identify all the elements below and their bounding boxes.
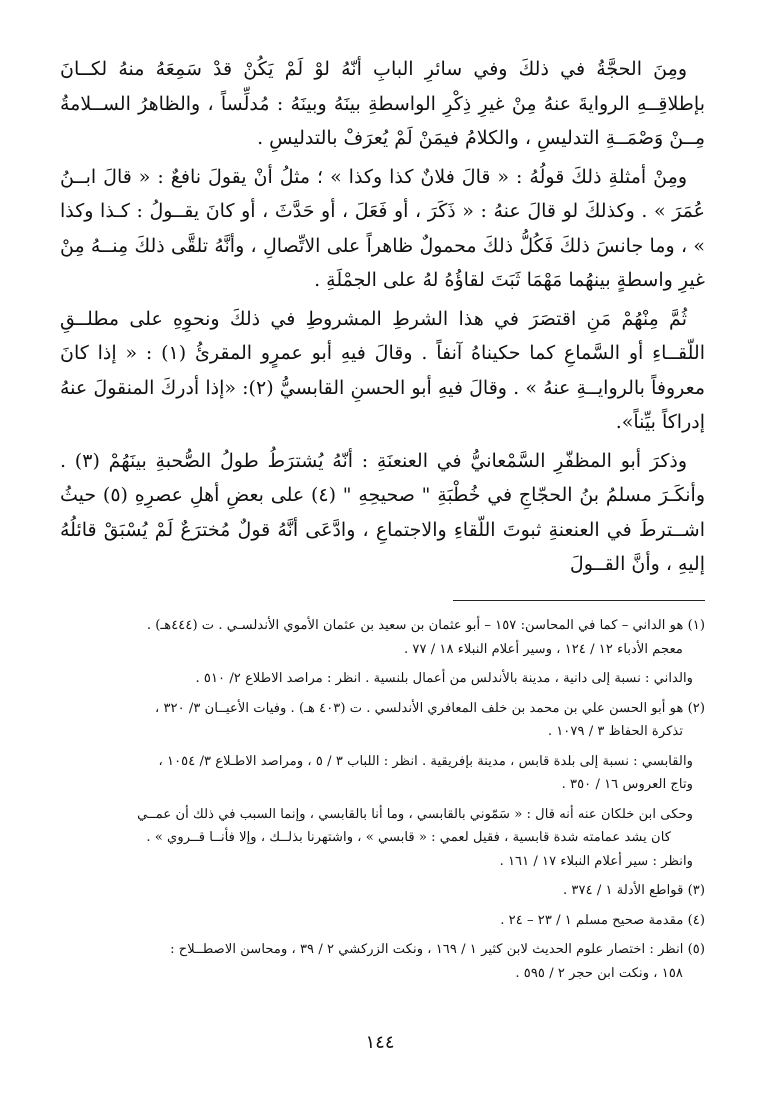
footnote-line: وتاج العروس ١٦ / ٣٥٠ . [561,777,693,792]
footnote-1-detail [60,667,705,691]
footnote-2-detail [60,750,705,797]
main-text [60,52,705,586]
footnote-line: تذكرة الحفاظ ٣ / ١٠٧٩ . [547,724,683,739]
footnotes [60,614,705,991]
footnote-line: (٣) قواطع الأدلة ١ / ٣٧٤ . [563,883,705,898]
footnote-line: (٤) مقدمة صحيح مسلم ١ / ٢٣ – ٢٤ . [500,912,705,928]
paragraph-3: ثُمَّ مِنْهُمْ مَنِ اقتصَرَ في هذا الشرطِ المشروطِ في ذلكَ ونحوِهِ على مطلــقِ اللّقــاءِ أو السَّماعِ كما حكيناهُ آنفاً . وقالَ فيهِ أبو عمرٍو المقرئُ (١) : « إذا كانَ معروفاً بالروايــةِ عنهُ » . وقالَ فيهِ أبو الحسنِ القابسيُّ (٢): «إذا أدركَ المنقولَ عنهُ إدراكاً بيِّناً». [60,307,706,433]
footnote-line: والداني : نسبة إلى دانية ، مدينة بالأندلس من أعمال بلنسية . انظر : مراصد الاطلاع ٢/ ٥١٠ . [195,671,693,686]
paragraph-1: ومِنَ الحجَّةُ في ذلكَ وفي سائرِ البابِ أنّهُ لوْ لَمْ يَكُنْ قدْ سَمِعَهُ منهُ لكــانَ بإطلاقِــهِ الروايةَ عنهُ مِنْ غيرِ ذِكْرِ الواسطةِ بينَهُ وبينَهُ : مُدلِّساً ، والظاهرُ الســلامةُ مِــنْ وَصْمَــةِ التدليسِ ، والكلامُ فيمَنْ لَمْ يُعرَفْ بالتدليسِ . [60,58,705,149]
page-number: ١٤٤ [365,1032,395,1053]
footnote-3 [60,879,705,903]
footnote-line: معجم الأدباء ١٢ / ١٢٤ ، وسير أعلام النبلاء ١٨ / ٧٧ . [403,641,683,657]
paragraph-2: ومِنْ أمثلةِ ذلكَ قولُهُ : « قالَ فلانٌ كذا وكذا » ؛ مثلُ أنْ يقولَ نافعٌ : « قالَ ابــنُ عُمَرَ » . وكذلكَ لو قالَ عنهُ : « ذَكَرَ ، أو فَعَلَ ، أو حَدَّثَ ، أو كانَ يقــولُ : كـذا وكذا » ، وما جانسَ ذلكَ فَكُلُّ ذلكَ محمولٌ ظاهراً على الاتِّصالِ ، وأنَّهُ تلقَّى ذلكَ مِنــهُ مِنْ غيرِ واسطةٍ بينهُما مَهْمَا ثَبَتَ لقاؤُهُ لهُ على الجمْلَةِ . [60,165,705,291]
footnote-divider [453,600,705,601]
footnote-line: (٥) انظر : اختصار علوم الحديث لابن كثير ١ / ١٦٩ ، ونكت الزركشي ٢ / ٣٩ ، ومحاسن الاصطــلاح : [170,942,705,957]
footnote-5 [60,938,705,985]
footnote-line: وحكى ابن خلكان عنه أنه قال : « سَمّوني بالقابسي ، وما أنا بالقابسي ، وإنما السبب في ذلك أن عمــي [137,806,693,822]
footnote-line: ١٥٨ ، ونكت ابن حجر ٢ / ٥٩٥ . [515,965,683,981]
footnote-2 [60,697,705,744]
footnote-2-quote [60,803,705,874]
footnote-1 [60,614,705,661]
footnote-4 [60,909,705,933]
footnote-line: (١) هو الداني – كما في المحاسن: ١٥٧ – أبو عثمان بن سعيد بن عثمان الأموي الأندلسـي . ت (٤٤٤هـ) . [146,618,705,633]
footnote-line: كان يشد عمامته شدة قابسية ، فقيل لعمي : « قابسي » ، واشتهرنا بذلــك ، وإلا فأنــا قــروي » . [146,830,671,845]
footnote-line: وانظر : سير أعلام النبلاء ١٧ / ١٦١ . [499,853,693,869]
paragraph-4: وذكرَ أبو المظفّرِ السَّمْعانيُّ في العنعنَةِ : أنّهُ يُشترَطُ طولُ الصُّحبةِ بينَهُمْ (٣) . وأنكَـرَ مسلمُ بنُ الحجّاجِ في خُطْبَةِ " صحيحِهِ " (٤) على بعضِ أهلِ عصرِهِ (٥) حيثُ اشــترطَ في العنعنةِ ثبوتَ اللّقاءِ والاجتماعِ ، وادَّعَى أنَّهُ قولٌ مُخترَعٌ لَمْ يُسْبَقْ قائلُهُ إليهِ ، وأنَّ القــولَ [60,449,705,575]
footnote-line: والقابسي : نسبة إلى بلدة قابس ، مدينة بإفريقية . انظر : اللباب ٣ / ٥ ، ومراصد الاطـلاع ٣/ ١٠٥٤ ، [158,753,693,769]
footnote-line: (٢) هو أبو الحسن علي بن محمد بن خلف المعافري الأندلسي . ت (٤٠٣ هـ) . وفيات الأعيــان ٣/ ٣٢٠ ، [155,700,705,716]
